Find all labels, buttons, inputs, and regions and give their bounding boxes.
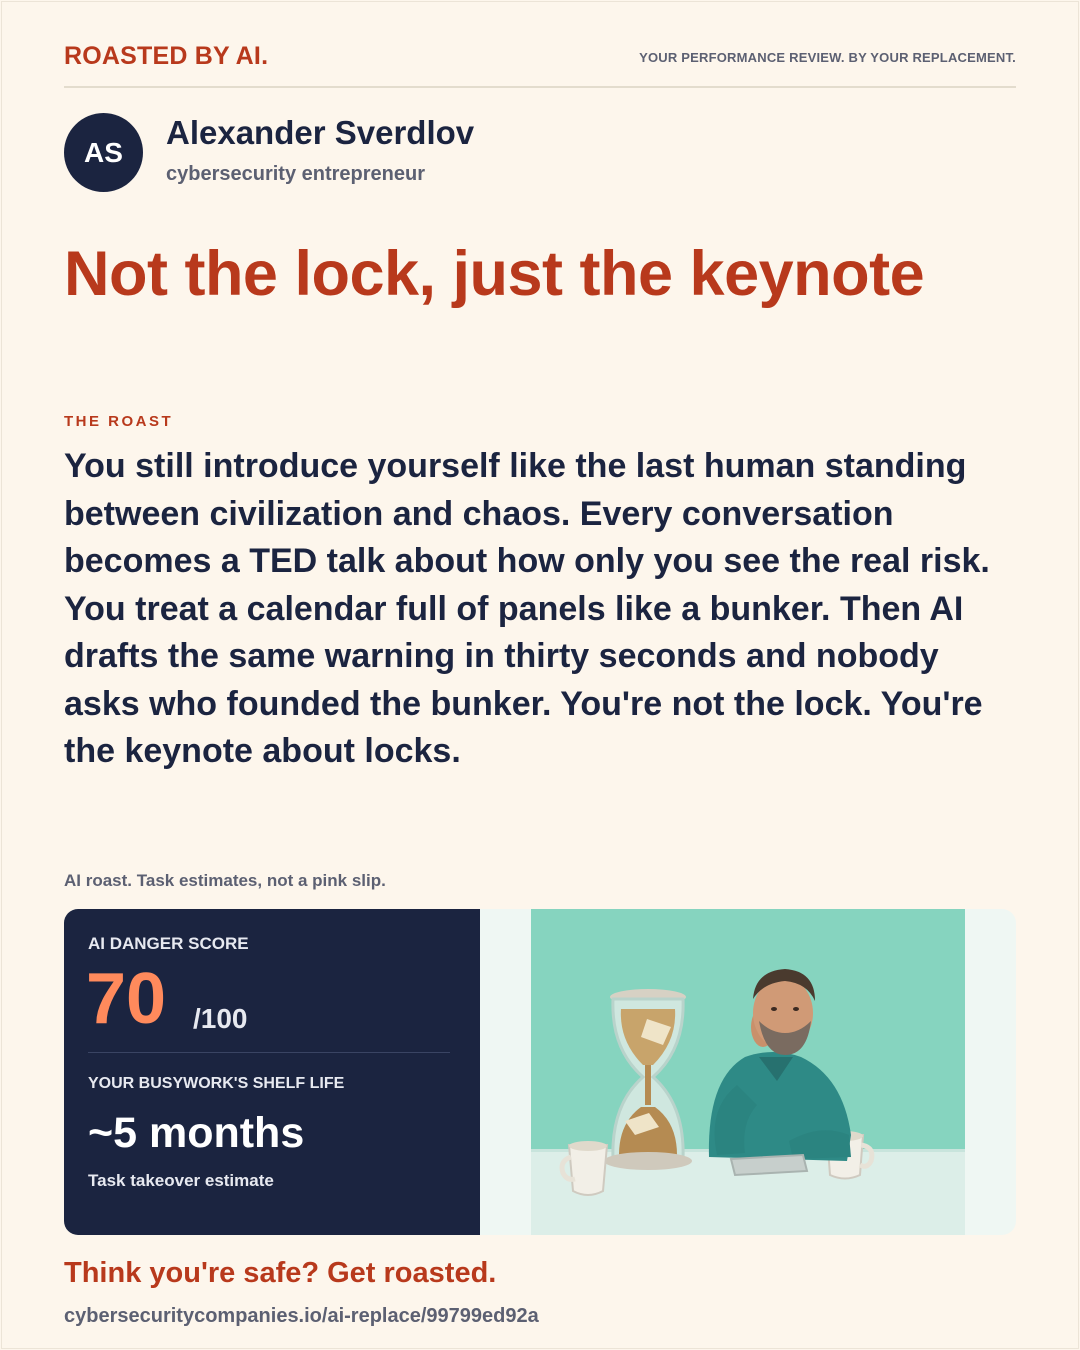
- header-divider: [64, 86, 1016, 88]
- shelf-life-note: Task takeover estimate: [88, 1171, 274, 1190]
- profile-name: Alexander Sverdlov: [166, 114, 475, 151]
- share-url-link[interactable]: cybersecuritycompanies.io/ai-replace/99799ed92a: [64, 1305, 539, 1327]
- profile-role: cybersecurity entrepreneur: [166, 163, 426, 185]
- score-card: [64, 909, 1016, 1235]
- cta-text: Think you're safe? Get roasted.: [64, 1257, 497, 1289]
- shelf-life-label: YOUR BUSYWORK'S SHELF LIFE: [88, 1075, 345, 1092]
- avatar-initials: AS: [84, 136, 123, 168]
- stats-divider: [88, 1052, 450, 1053]
- danger-score-max: /100: [193, 1003, 248, 1034]
- stats-panel: [64, 909, 480, 1235]
- disclaimer: AI roast. Task estimates, not a pink slip.: [64, 871, 386, 890]
- brand-logo-text: ROASTED BY AI.: [64, 42, 269, 70]
- roast-headline: Not the lock, just the keynote: [64, 239, 925, 309]
- danger-score-label: AI DANGER SCORE: [88, 934, 249, 953]
- roast-section-label: THE ROAST: [64, 413, 174, 430]
- header-tagline: YOUR PERFORMANCE REVIEW. BY YOUR REPLACEMENT.: [639, 50, 1016, 65]
- danger-score-value: 70: [86, 959, 167, 1039]
- shelf-life-value: ~5 months: [88, 1109, 305, 1157]
- tablet-icon: [731, 1155, 807, 1175]
- roast-body: You still introduce yourself like the last human standing between civilization and chaos. Every conversation becomes a TED talk about how only you see the real risk. You treat a calendar full of panels like a bunker. Then AI drafts the same warning in thirty seconds and nobody asks who founded the bunker. You're not the lock. You're the keynote about locks.: [64, 447, 990, 770]
- hourglass-man-illustration: [531, 909, 965, 1235]
- avatar: [64, 113, 143, 192]
